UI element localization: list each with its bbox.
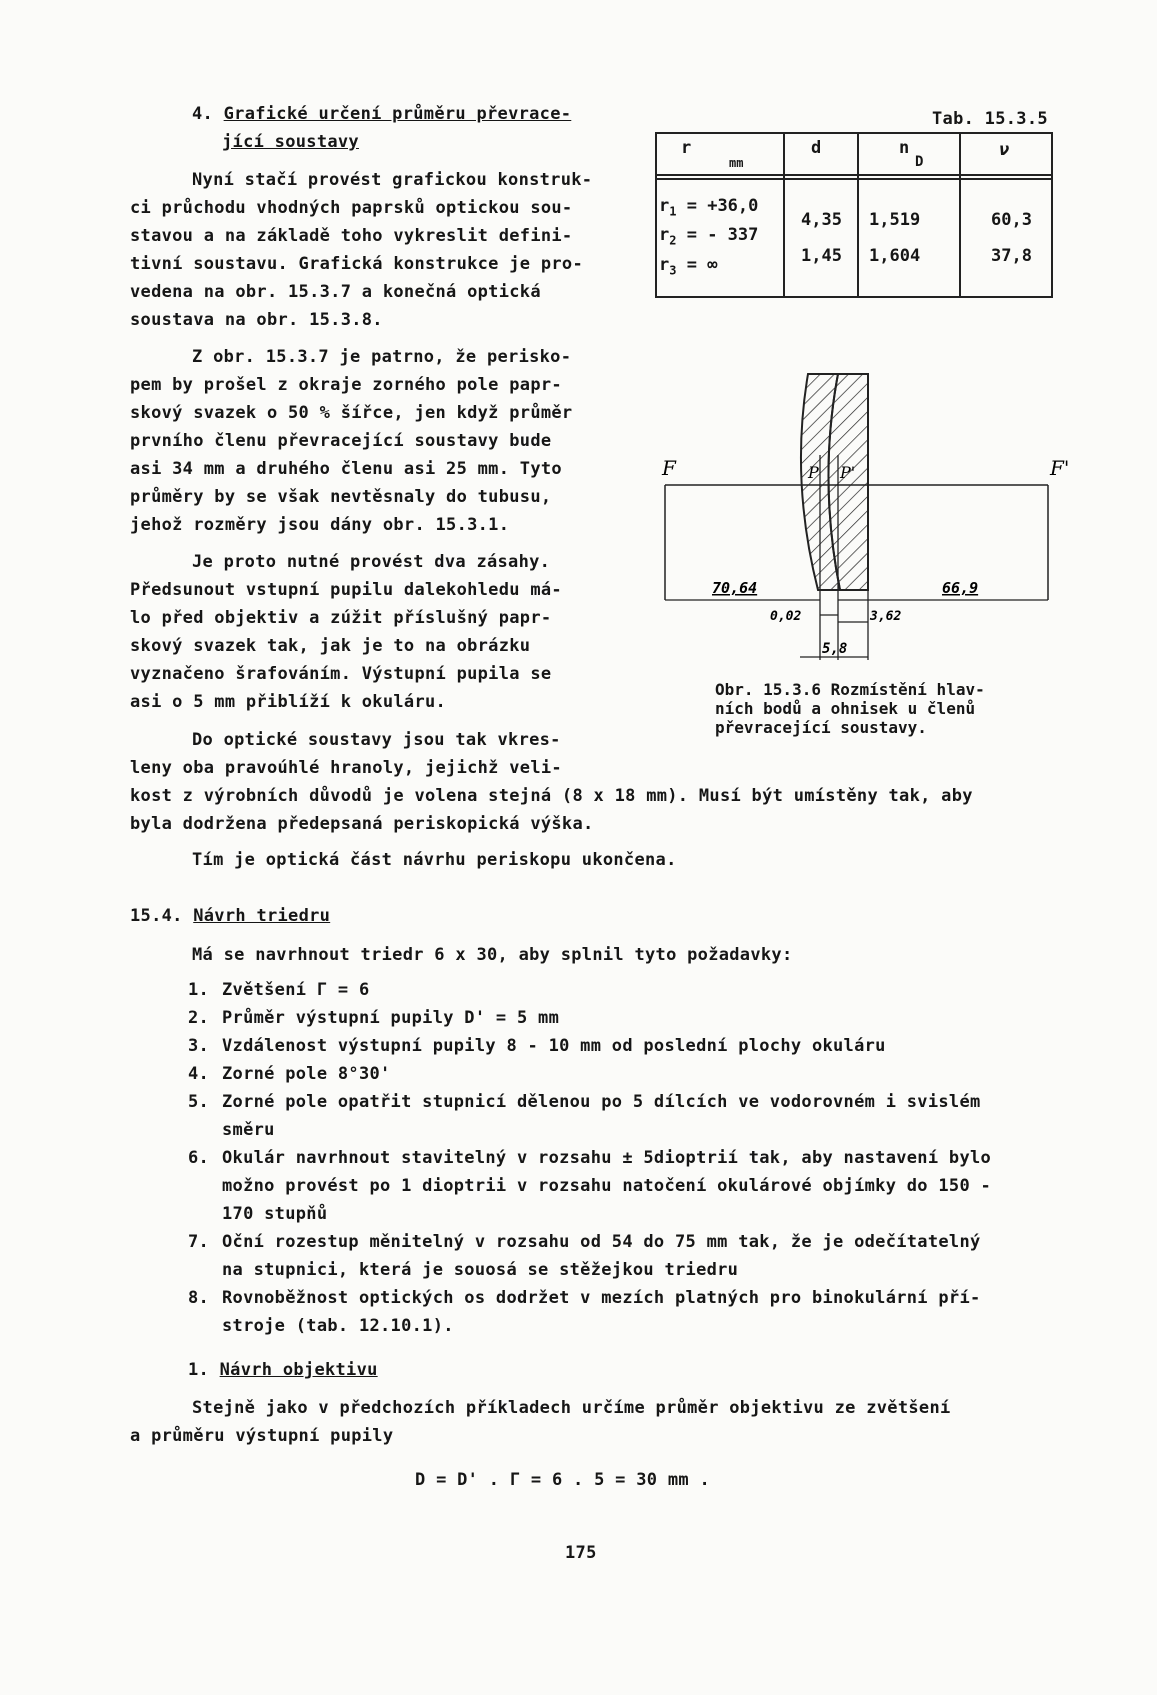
section-title-line-2: jící soustavy bbox=[222, 132, 359, 152]
text-line: leny oba pravoúhlé hranoly, jejichž veli- bbox=[130, 758, 562, 778]
r2-value: = - 337 bbox=[686, 225, 759, 246]
text-line: prvního členu převracející soustavy bude bbox=[130, 431, 552, 451]
caption-line: ních bodů a ohnisek u členů bbox=[715, 699, 976, 718]
section-4-heading bbox=[192, 100, 571, 128]
header-r-unit: mm bbox=[729, 156, 744, 170]
label-P-prime: P' bbox=[840, 463, 856, 482]
lens-table bbox=[655, 132, 1053, 298]
lens-diagram bbox=[650, 360, 1080, 670]
requirement-item: 3. Vzdálenost výstupní pupily 8 - 10 mm od poslední plochy okuláru bbox=[188, 1036, 886, 1056]
section-number: 15.4. bbox=[130, 906, 183, 926]
r-values-cell bbox=[656, 179, 784, 297]
text-line: Stejně jako v předchozích příkladech určíme průměr objektivu ze zvětšení bbox=[192, 1398, 951, 1418]
table-label: Tab. 15.3.5 bbox=[932, 109, 1048, 129]
header-d-cell bbox=[784, 133, 858, 175]
caption-line: převracející soustavy. bbox=[715, 718, 927, 737]
subsection-heading bbox=[188, 1356, 378, 1384]
label-F-prime: F' bbox=[1050, 456, 1070, 480]
section-number: 4. bbox=[192, 104, 214, 124]
header-nu-cell bbox=[960, 133, 1052, 175]
requirement-item: 8. Rovnoběžnost optických os dodržet v mezích platných pro binokulární pří- stroje (tab. 12.10.1). bbox=[188, 1288, 981, 1336]
header-nu: ν bbox=[999, 140, 1010, 160]
section-title: Návrh triedru bbox=[193, 906, 331, 926]
label-F: F bbox=[662, 456, 676, 480]
subsection-number: 1. bbox=[188, 1360, 210, 1380]
text-line: ci průchodu vhodných paprsků optickou sou- bbox=[130, 198, 573, 218]
text-line: skový svazek o 50 % šířce, jen když průměr bbox=[130, 403, 573, 423]
text-line: vedena na obr. 15.3.7 a konečná optická bbox=[130, 282, 541, 302]
text-line: pem by prošel z okraje zorného pole papr- bbox=[130, 375, 562, 395]
text-line: asi 34 mm a druhého členu asi 25 mm. Tyto bbox=[130, 459, 562, 479]
text-line: kost z výrobních důvodů je volena stejná (8 x 18 mm). Musí být umístěny tak, aby bbox=[130, 786, 973, 806]
header-d: d bbox=[811, 138, 822, 158]
d-values-cell bbox=[784, 179, 858, 297]
header-r-cell bbox=[656, 133, 784, 175]
caption-line: Obr. 15.3.6 Rozmístění hlav- bbox=[715, 680, 985, 699]
d-value: 1,45 bbox=[801, 246, 842, 266]
text-line: skový svazek tak, jak je to na obrázku bbox=[130, 636, 531, 656]
n-value: 1,519 bbox=[869, 210, 921, 230]
subsection-paragraph bbox=[130, 1394, 951, 1450]
section-title-line-1: Grafické určení průměru převrace- bbox=[223, 104, 572, 124]
requirement-item: 7. Oční rozestup měnitelný v rozsahu od 54 do 75 mm tak, že je odečítatelný na stupnici, která je souosá se stěžejkou triedru bbox=[188, 1232, 981, 1280]
section-intro: Má se navrhnout triedr 6 x 30, aby splnil tyto požadavky: bbox=[192, 945, 793, 965]
text-line: tivní soustavu. Grafická konstrukce je pro- bbox=[130, 254, 583, 274]
r2-row: $r_2$ = - 337 bbox=[659, 225, 759, 248]
text-line: stavou a na základě toho vykreslit defini- bbox=[130, 226, 573, 246]
requirement-item: 4. Zorné pole 8°30' bbox=[188, 1064, 391, 1084]
label-P: P bbox=[808, 463, 819, 482]
dim-label-58: 5,8 bbox=[822, 641, 848, 657]
paragraph-3 bbox=[130, 548, 562, 716]
requirement-item: 5. Zorné pole opatřit stupnicí dělenou po 5 dílcích ve vodorovném i svislém směru bbox=[188, 1092, 981, 1140]
formula: D = D' . Γ = 6 . 5 = 30 mm . bbox=[415, 1470, 710, 1490]
text-line: soustava na obr. 15.3.8. bbox=[130, 310, 383, 330]
requirement-item: 1. Zvětšení Γ = 6 bbox=[188, 980, 370, 1000]
section-15-4-heading bbox=[130, 902, 330, 930]
dim-label-002: 0,02 bbox=[770, 609, 802, 624]
text-line: Je proto nutné provést dva zásahy. bbox=[192, 552, 551, 572]
paragraph-2 bbox=[130, 343, 572, 539]
requirements-list bbox=[188, 976, 991, 1340]
r1-value: = +36,0 bbox=[686, 196, 759, 216]
r3-row: $r_3$ = ∞ bbox=[659, 254, 718, 278]
text-line: Předsunout vstupní pupilu dalekohledu má- bbox=[130, 580, 562, 600]
figure-caption bbox=[715, 680, 985, 737]
text-line: asi o 5 mm přiblíží k okuláru. bbox=[130, 692, 447, 712]
paragraph-1 bbox=[130, 166, 592, 334]
lens-element-2 bbox=[828, 374, 868, 590]
header-n-sub: D bbox=[915, 154, 924, 170]
text-line: průměry by se však nevtěsnaly do tubusu, bbox=[130, 487, 552, 507]
text-line: a průměru výstupní pupily bbox=[130, 1426, 394, 1446]
paragraph-4 bbox=[130, 726, 973, 838]
dim-label-right: 66,9 bbox=[942, 579, 979, 597]
r1-row: $r_1 = +36,0$ bbox=[659, 196, 759, 219]
paragraph-5: Tím je optická část návrhu periskopu ukončena. bbox=[192, 850, 677, 870]
header-n-cell bbox=[858, 133, 960, 175]
dim-label-left: 70,64 bbox=[712, 579, 758, 597]
page-number: 175 bbox=[565, 1543, 597, 1563]
requirement-item: 6. Okulár navrhnout stavitelný v rozsahu ± 5dioptrií tak, aby nastavení bylo možno provést po 1 dioptrii v rozsahu natočení okulárové objímky do 150 - 170 stupňů bbox=[188, 1148, 992, 1224]
subsection-title: Návrh objektivu bbox=[219, 1360, 378, 1380]
text-line: Nyní stačí provést grafickou konstruk- bbox=[192, 170, 593, 190]
nu-value: 60,3 bbox=[991, 210, 1032, 230]
n-value: 1,604 bbox=[869, 246, 921, 266]
requirement-item: 2. Průměr výstupní pupily D' = 5 mm bbox=[188, 1008, 560, 1028]
d-value: 4,35 bbox=[801, 210, 842, 230]
text-line: jehož rozměry jsou dány obr. 15.3.1. bbox=[130, 515, 510, 535]
nu-values-cell bbox=[960, 179, 1052, 297]
n-values-cell bbox=[858, 179, 960, 297]
text-line: lo před objektiv a zúžit příslušný papr- bbox=[130, 608, 552, 628]
text-line: Z obr. 15.3.7 je patrno, že perisko- bbox=[192, 347, 572, 367]
text-line: vyznačeno šrafováním. Výstupní pupila se bbox=[130, 664, 552, 684]
nu-value: 37,8 bbox=[991, 246, 1032, 266]
header-r: r bbox=[681, 138, 692, 158]
header-n: n bbox=[899, 138, 910, 158]
text-line: Do optické soustavy jsou tak vkres- bbox=[192, 730, 561, 750]
text-line: byla dodržena předepsaná periskopická výška. bbox=[130, 814, 594, 834]
r3-value: = ∞ bbox=[686, 254, 718, 275]
dim-label-362: 3,62 bbox=[870, 609, 902, 624]
